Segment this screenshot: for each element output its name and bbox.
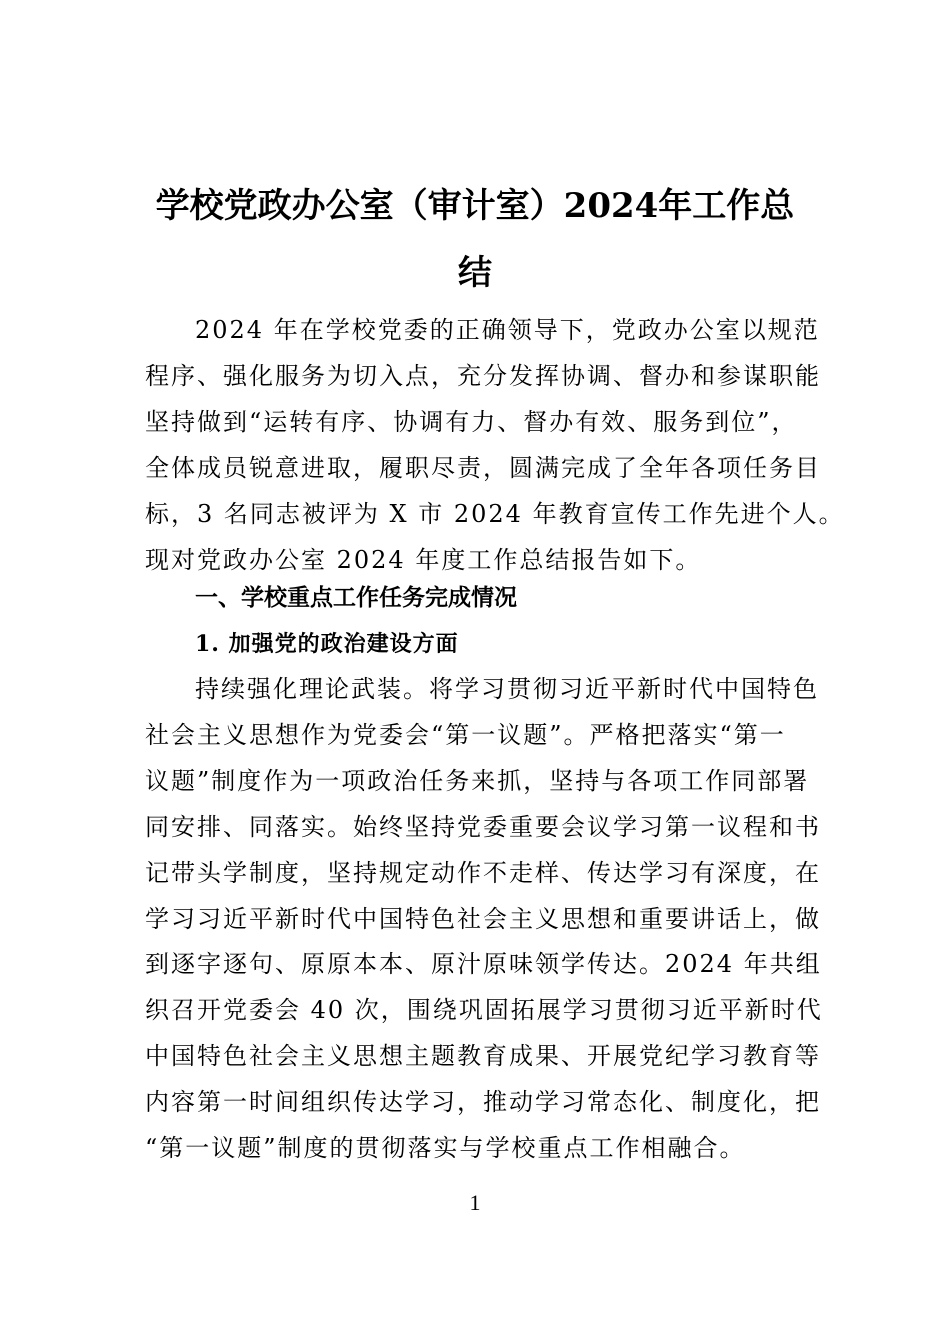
paragraph-line: 现对党政办公室 2024 年度工作总结报告如下。 — [145, 545, 702, 574]
paragraph-line: 织召开党委会 40 次，围绕巩固拓展学习贯彻习近平新时代 — [145, 996, 823, 1025]
paragraph-line: 学习习近平新时代中国特色社会主义思想和重要讲话上，做 — [145, 904, 821, 933]
subsection-heading: 1. 加强党的政治建设方面 — [195, 631, 459, 657]
paragraph-line: 2024 年在学校党委的正确领导下，党政办公室以规范 — [195, 316, 820, 344]
paragraph-line: 程序、强化服务为切入点，充分发挥协调、督办和参谋职能 — [145, 361, 821, 390]
paragraph-line: 记带头学制度，坚持规定动作不走样、传达学习有深度，在 — [145, 858, 821, 887]
paragraph-line: 内容第一时间组织传达学习，推动学习常态化、制度化，把 — [145, 1088, 821, 1117]
page-number: 1 — [469, 1190, 481, 1215]
document-title-line-2: 结 — [458, 253, 492, 293]
paragraph-line: 坚持做到“运转有序、协调有力、督办有效、服务到位”， — [145, 407, 798, 436]
paragraph-line: 标，3 名同志被评为 X 市 2024 年教育宣传工作先进个人。 — [145, 499, 845, 528]
paragraph-line: 社会主义思想作为党委会“第一议题”。严格把落实“第一 — [145, 720, 786, 749]
intro-paragraph — [145, 308, 845, 583]
section-heading: 一、学校重点工作任务完成情况 — [195, 585, 517, 611]
paragraph-line: 中国特色社会主义思想主题教育成果、开展党纪学习教育等 — [145, 1042, 821, 1071]
document-title-line-1: 学校党政办公室（审计室）2024年工作总 — [155, 186, 795, 226]
paragraph-line: 持续强化理论武装。将学习贯彻习近平新时代中国特色 — [195, 675, 819, 703]
paragraph-line: 同安排、同落实。始终坚持党委重要会议学习第一议程和书 — [145, 812, 821, 841]
paragraph-line: 议题”制度作为一项政治任务来抓，坚持与各项工作同部署 — [145, 766, 810, 795]
paragraph-line: 全体成员锐意进取，履职尽责，圆满完成了全年各项任务目 — [145, 453, 821, 482]
body-paragraph — [145, 667, 823, 1172]
paragraph-line: “第一议题”制度的贯彻落实与学校重点工作相融合。 — [145, 1134, 746, 1163]
paragraph-line: 到逐字逐句、原原本本、原汁原味领学传达。2024 年共组 — [145, 950, 822, 979]
